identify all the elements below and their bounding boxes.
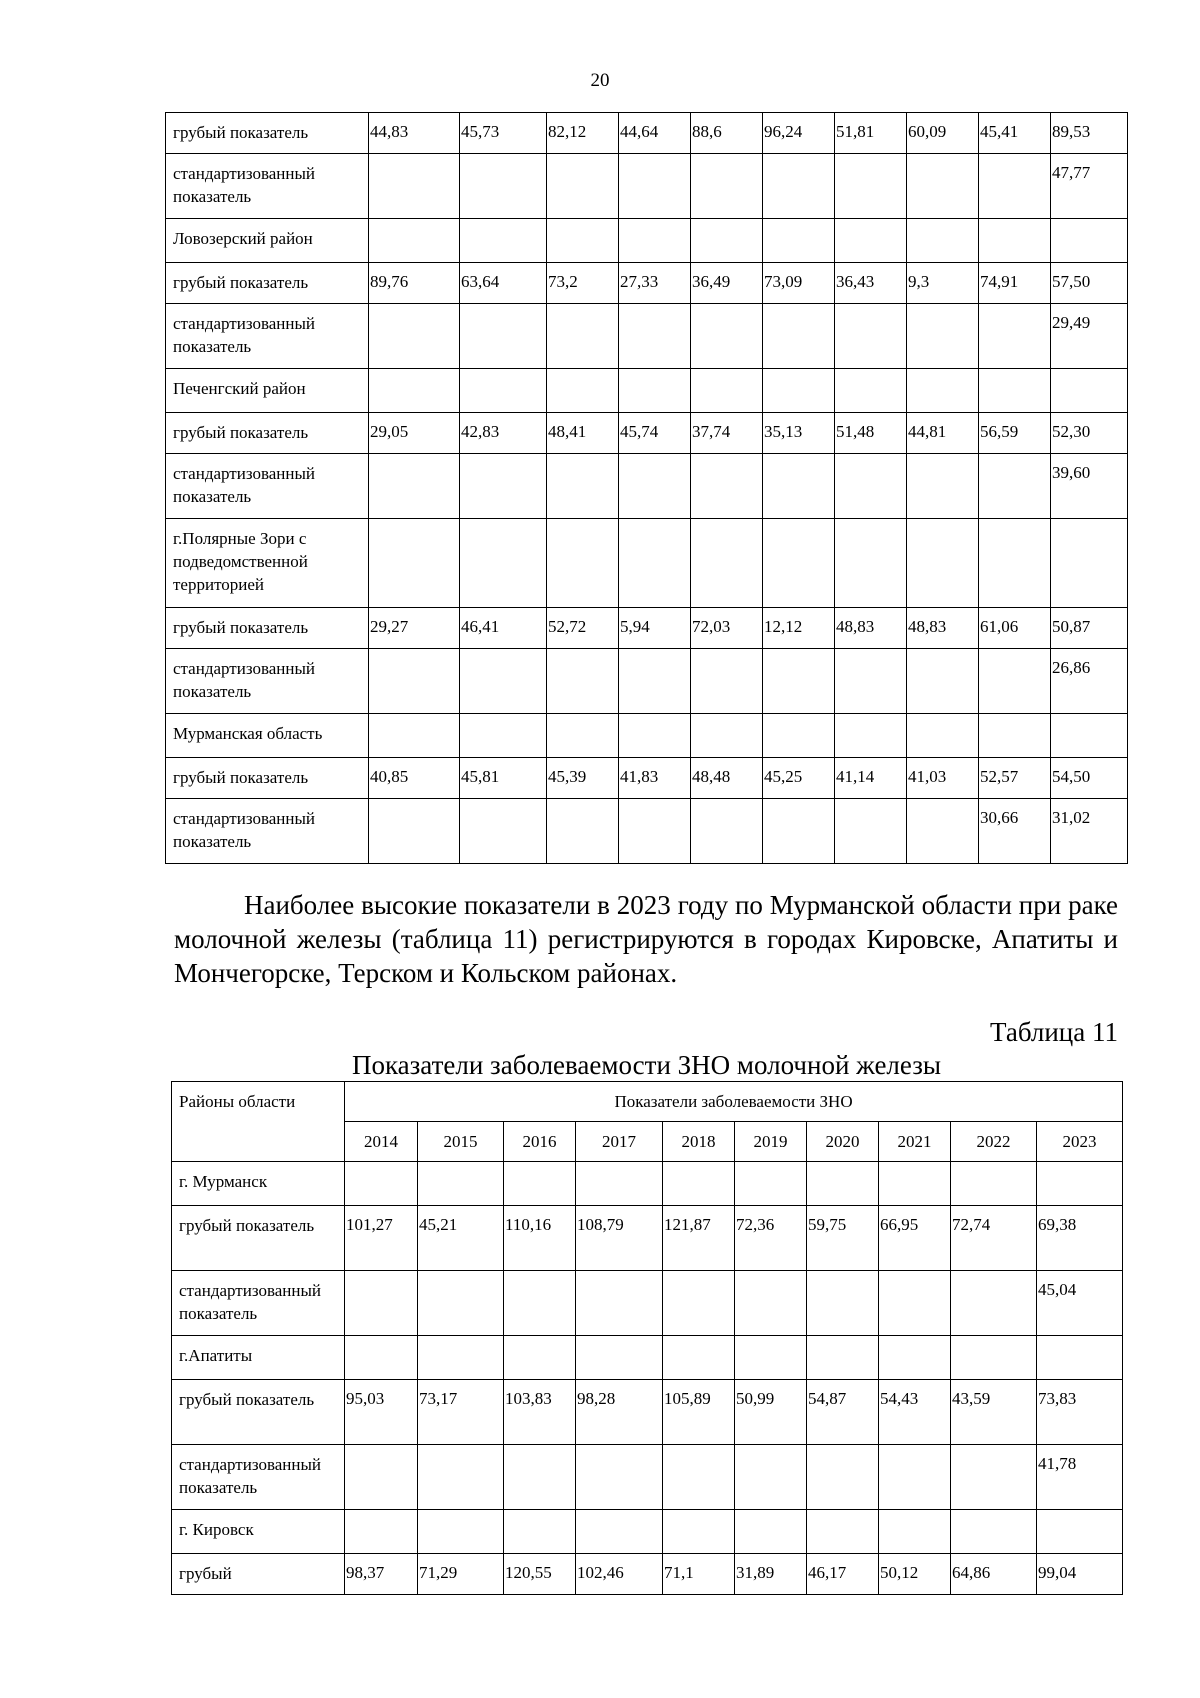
value-cell: 98,28 (576, 1380, 663, 1445)
value-cell (835, 714, 907, 758)
value-cell (460, 304, 547, 369)
value-cell (418, 1445, 504, 1510)
value-cell (547, 799, 619, 864)
row-label: Печенгский район (166, 369, 369, 413)
value-cell (345, 1445, 418, 1510)
row-label: г.Полярные Зори с подведомственной территорией (166, 519, 369, 608)
table-row (166, 758, 1128, 799)
value-cell (835, 154, 907, 219)
value-cell (763, 649, 835, 714)
row-label: грубый (172, 1554, 345, 1595)
value-cell (807, 1336, 879, 1380)
value-cell: 29,05 (369, 413, 460, 454)
value-cell: 89,53 (1051, 113, 1128, 154)
row-label: стандартизованный показатель (166, 649, 369, 714)
value-cell (807, 1271, 879, 1336)
value-cell: 56,59 (979, 413, 1051, 454)
value-cell (979, 519, 1051, 608)
value-cell (907, 454, 979, 519)
value-cell (369, 649, 460, 714)
row-label: стандартизованный показатель (166, 454, 369, 519)
row-label: стандартизованный показатель (172, 1445, 345, 1510)
value-cell (345, 1162, 418, 1206)
value-cell: 45,74 (619, 413, 691, 454)
value-cell (979, 714, 1051, 758)
value-cell (951, 1336, 1037, 1380)
value-cell (369, 304, 460, 369)
value-cell (1051, 519, 1128, 608)
row-label: грубый показатель (166, 263, 369, 304)
value-cell: 30,66 (979, 799, 1051, 864)
value-cell (547, 714, 619, 758)
row-label: стандартизованный показатель (166, 304, 369, 369)
value-cell: 12,12 (763, 608, 835, 649)
value-cell: 98,37 (345, 1554, 418, 1595)
year-header: 2023 (1037, 1122, 1123, 1162)
value-cell: 41,03 (907, 758, 979, 799)
table-row (166, 154, 1128, 219)
table-row (166, 413, 1128, 454)
value-cell: 40,85 (369, 758, 460, 799)
value-cell: 99,04 (1037, 1554, 1123, 1595)
year-header: 2018 (663, 1122, 735, 1162)
row-label: г.Апатиты (172, 1336, 345, 1380)
value-cell (576, 1162, 663, 1206)
table-row (172, 1510, 1123, 1554)
value-cell (460, 714, 547, 758)
value-cell: 71,1 (663, 1554, 735, 1595)
table-row (172, 1554, 1123, 1595)
value-cell (619, 454, 691, 519)
value-cell: 74,91 (979, 263, 1051, 304)
value-cell (460, 219, 547, 263)
value-cell: 39,60 (1051, 454, 1128, 519)
value-cell (763, 304, 835, 369)
value-cell (369, 714, 460, 758)
value-cell (619, 799, 691, 864)
value-cell (460, 519, 547, 608)
continued-incidence-table (165, 112, 1128, 864)
value-cell: 41,14 (835, 758, 907, 799)
value-cell (951, 1445, 1037, 1510)
value-cell (907, 649, 979, 714)
value-cell (576, 1510, 663, 1554)
value-cell (907, 714, 979, 758)
row-label: Мурманская область (166, 714, 369, 758)
value-cell: 45,25 (763, 758, 835, 799)
value-cell: 48,83 (835, 608, 907, 649)
table-row (172, 1271, 1123, 1336)
value-cell: 44,83 (369, 113, 460, 154)
value-cell: 60,09 (907, 113, 979, 154)
row-label: Ловозерский район (166, 219, 369, 263)
value-cell (1037, 1162, 1123, 1206)
value-cell (619, 369, 691, 413)
value-cell (504, 1271, 576, 1336)
value-cell: 110,16 (504, 1206, 576, 1271)
value-cell: 5,94 (619, 608, 691, 649)
value-cell: 46,17 (807, 1554, 879, 1595)
value-cell: 9,3 (907, 263, 979, 304)
value-cell (369, 799, 460, 864)
value-cell: 47,77 (1051, 154, 1128, 219)
value-cell (418, 1271, 504, 1336)
row-label: стандартизованный показатель (166, 154, 369, 219)
row-label: грубый показатель (166, 758, 369, 799)
value-cell: 37,74 (691, 413, 763, 454)
table-row (172, 1336, 1123, 1380)
row-label: грубый показатель (166, 113, 369, 154)
value-cell (763, 519, 835, 608)
value-cell: 105,89 (663, 1380, 735, 1445)
value-cell: 51,48 (835, 413, 907, 454)
value-cell: 44,81 (907, 413, 979, 454)
value-cell (1037, 1336, 1123, 1380)
value-cell (763, 154, 835, 219)
value-cell (418, 1510, 504, 1554)
value-cell (691, 454, 763, 519)
value-cell (691, 519, 763, 608)
value-cell (763, 369, 835, 413)
value-cell (369, 219, 460, 263)
value-cell (979, 219, 1051, 263)
value-cell: 45,21 (418, 1206, 504, 1271)
value-cell (763, 799, 835, 864)
value-cell: 31,02 (1051, 799, 1128, 864)
value-cell: 72,03 (691, 608, 763, 649)
value-cell (460, 649, 547, 714)
value-cell (835, 649, 907, 714)
value-cell (547, 154, 619, 219)
header-district: Районы области (172, 1082, 345, 1162)
row-label: г. Мурманск (172, 1162, 345, 1206)
year-header: 2016 (504, 1122, 576, 1162)
value-cell (576, 1271, 663, 1336)
value-cell (547, 454, 619, 519)
value-cell: 72,36 (735, 1206, 807, 1271)
table-row (172, 1445, 1123, 1510)
value-cell: 69,38 (1037, 1206, 1123, 1271)
value-cell: 48,83 (907, 608, 979, 649)
value-cell (735, 1336, 807, 1380)
table-title: Показатели заболеваемости ЗНО молочной железы (351, 1050, 942, 1080)
value-cell (807, 1445, 879, 1510)
value-cell (835, 799, 907, 864)
value-cell (979, 304, 1051, 369)
table-row (166, 649, 1128, 714)
value-cell (879, 1445, 951, 1510)
value-cell: 64,86 (951, 1554, 1037, 1595)
value-cell (460, 799, 547, 864)
value-cell (835, 219, 907, 263)
value-cell: 101,27 (345, 1206, 418, 1271)
value-cell (835, 519, 907, 608)
table-row (166, 304, 1128, 369)
value-cell: 50,87 (1051, 608, 1128, 649)
value-cell (619, 154, 691, 219)
value-cell: 54,50 (1051, 758, 1128, 799)
value-cell (504, 1510, 576, 1554)
value-cell (576, 1336, 663, 1380)
value-cell (576, 1445, 663, 1510)
row-label: г. Кировск (172, 1510, 345, 1554)
row-label: грубый показатель (172, 1206, 345, 1271)
table-row (166, 454, 1128, 519)
value-cell: 48,41 (547, 413, 619, 454)
value-cell (1037, 1510, 1123, 1554)
year-header: 2015 (418, 1122, 504, 1162)
value-cell: 61,06 (979, 608, 1051, 649)
value-cell (663, 1162, 735, 1206)
table-row (166, 369, 1128, 413)
value-cell: 45,04 (1037, 1271, 1123, 1336)
value-cell: 46,41 (460, 608, 547, 649)
value-cell (504, 1445, 576, 1510)
value-cell: 36,49 (691, 263, 763, 304)
value-cell (835, 304, 907, 369)
table-row (166, 263, 1128, 304)
value-cell (951, 1510, 1037, 1554)
table-row (172, 1380, 1123, 1445)
value-cell (345, 1336, 418, 1380)
value-cell: 41,78 (1037, 1445, 1123, 1510)
value-cell (1051, 369, 1128, 413)
value-cell (835, 369, 907, 413)
value-cell: 44,64 (619, 113, 691, 154)
value-cell: 45,73 (460, 113, 547, 154)
value-cell (663, 1510, 735, 1554)
year-header: 2019 (735, 1122, 807, 1162)
value-cell: 108,79 (576, 1206, 663, 1271)
value-cell (807, 1510, 879, 1554)
value-cell: 103,83 (504, 1380, 576, 1445)
value-cell (1051, 219, 1128, 263)
value-cell: 51,81 (835, 113, 907, 154)
value-cell (619, 304, 691, 369)
value-cell: 36,43 (835, 263, 907, 304)
value-cell (418, 1336, 504, 1380)
table-row (172, 1162, 1123, 1206)
value-cell (418, 1162, 504, 1206)
value-cell (504, 1336, 576, 1380)
year-header: 2022 (951, 1122, 1037, 1162)
value-cell: 73,09 (763, 263, 835, 304)
value-cell (835, 454, 907, 519)
value-cell (1051, 714, 1128, 758)
value-cell (369, 454, 460, 519)
value-cell: 54,43 (879, 1380, 951, 1445)
value-cell: 57,50 (1051, 263, 1128, 304)
row-label: стандартизованный показатель (166, 799, 369, 864)
value-cell (691, 154, 763, 219)
value-cell (763, 454, 835, 519)
value-cell (907, 369, 979, 413)
value-cell: 89,76 (369, 263, 460, 304)
value-cell (691, 714, 763, 758)
value-cell (979, 154, 1051, 219)
value-cell (619, 219, 691, 263)
value-cell (907, 304, 979, 369)
value-cell: 96,24 (763, 113, 835, 154)
value-cell: 52,57 (979, 758, 1051, 799)
value-cell: 50,12 (879, 1554, 951, 1595)
value-cell (547, 369, 619, 413)
value-cell (979, 454, 1051, 519)
value-cell (460, 454, 547, 519)
value-cell: 45,39 (547, 758, 619, 799)
row-label: грубый показатель (166, 413, 369, 454)
value-cell: 82,12 (547, 113, 619, 154)
year-header: 2017 (576, 1122, 663, 1162)
value-cell (547, 304, 619, 369)
value-cell: 95,03 (345, 1380, 418, 1445)
value-cell (735, 1510, 807, 1554)
value-cell (907, 799, 979, 864)
value-cell (879, 1510, 951, 1554)
value-cell: 73,17 (418, 1380, 504, 1445)
value-cell (907, 219, 979, 263)
value-cell (879, 1336, 951, 1380)
value-cell (691, 799, 763, 864)
row-label: грубый показатель (172, 1380, 345, 1445)
value-cell (369, 519, 460, 608)
table-row (172, 1206, 1123, 1271)
value-cell (619, 519, 691, 608)
value-cell: 63,64 (460, 263, 547, 304)
value-cell (907, 519, 979, 608)
value-cell (504, 1162, 576, 1206)
value-cell (879, 1271, 951, 1336)
value-cell (979, 649, 1051, 714)
value-cell: 41,83 (619, 758, 691, 799)
value-cell (691, 649, 763, 714)
value-cell (691, 369, 763, 413)
value-cell (691, 219, 763, 263)
value-cell: 71,29 (418, 1554, 504, 1595)
value-cell: 29,27 (369, 608, 460, 649)
year-header: 2020 (807, 1122, 879, 1162)
value-cell: 59,75 (807, 1206, 879, 1271)
value-cell: 48,48 (691, 758, 763, 799)
value-cell: 102,46 (576, 1554, 663, 1595)
value-cell (369, 154, 460, 219)
value-cell (547, 519, 619, 608)
table-row (166, 219, 1128, 263)
value-cell: 120,55 (504, 1554, 576, 1595)
table-row (166, 714, 1128, 758)
table-row (166, 799, 1128, 864)
table-caption: Таблица 11 (990, 1017, 1118, 1047)
value-cell (345, 1271, 418, 1336)
value-cell (951, 1162, 1037, 1206)
value-cell (345, 1510, 418, 1554)
value-cell: 52,72 (547, 608, 619, 649)
value-cell: 31,89 (735, 1554, 807, 1595)
value-cell (663, 1271, 735, 1336)
value-cell: 52,30 (1051, 413, 1128, 454)
value-cell: 35,13 (763, 413, 835, 454)
header-indicators: Показатели заболеваемости ЗНО (345, 1082, 1123, 1122)
value-cell: 45,81 (460, 758, 547, 799)
value-cell: 50,99 (735, 1380, 807, 1445)
value-cell: 66,95 (879, 1206, 951, 1271)
value-cell (663, 1336, 735, 1380)
value-cell (619, 714, 691, 758)
value-cell: 43,59 (951, 1380, 1037, 1445)
value-cell (763, 714, 835, 758)
table-row (166, 519, 1128, 608)
value-cell: 42,83 (460, 413, 547, 454)
value-cell: 72,74 (951, 1206, 1037, 1271)
value-cell: 121,87 (663, 1206, 735, 1271)
value-cell: 27,33 (619, 263, 691, 304)
page-number: 20 (590, 70, 610, 91)
value-cell: 26,86 (1051, 649, 1128, 714)
year-header: 2014 (345, 1122, 418, 1162)
value-cell (460, 154, 547, 219)
value-cell (691, 304, 763, 369)
value-cell (460, 369, 547, 413)
value-cell: 54,87 (807, 1380, 879, 1445)
value-cell (735, 1271, 807, 1336)
row-label: грубый показатель (166, 608, 369, 649)
value-cell (547, 219, 619, 263)
year-header: 2021 (879, 1122, 951, 1162)
value-cell: 73,2 (547, 263, 619, 304)
value-cell (979, 369, 1051, 413)
value-cell (951, 1271, 1037, 1336)
value-cell (907, 154, 979, 219)
body-paragraph: Наиболее высокие показатели в 2023 году по Мурманской области при раке молочной железы (таблица 11) регистрируются в городах Кировске, Апатиты и Мончегорске, Терском и Кольском районах. (174, 890, 1118, 988)
value-cell (735, 1162, 807, 1206)
table-row (166, 113, 1128, 154)
value-cell: 45,41 (979, 113, 1051, 154)
breast-cancer-incidence-table (171, 1081, 1123, 1595)
value-cell (763, 219, 835, 263)
value-cell (369, 369, 460, 413)
value-cell (807, 1162, 879, 1206)
value-cell (663, 1445, 735, 1510)
value-cell: 29,49 (1051, 304, 1128, 369)
table-row (166, 608, 1128, 649)
row-label: стандартизованный показатель (172, 1271, 345, 1336)
value-cell: 88,6 (691, 113, 763, 154)
value-cell: 73,83 (1037, 1380, 1123, 1445)
value-cell (619, 649, 691, 714)
value-cell (735, 1445, 807, 1510)
value-cell (879, 1162, 951, 1206)
value-cell (547, 649, 619, 714)
